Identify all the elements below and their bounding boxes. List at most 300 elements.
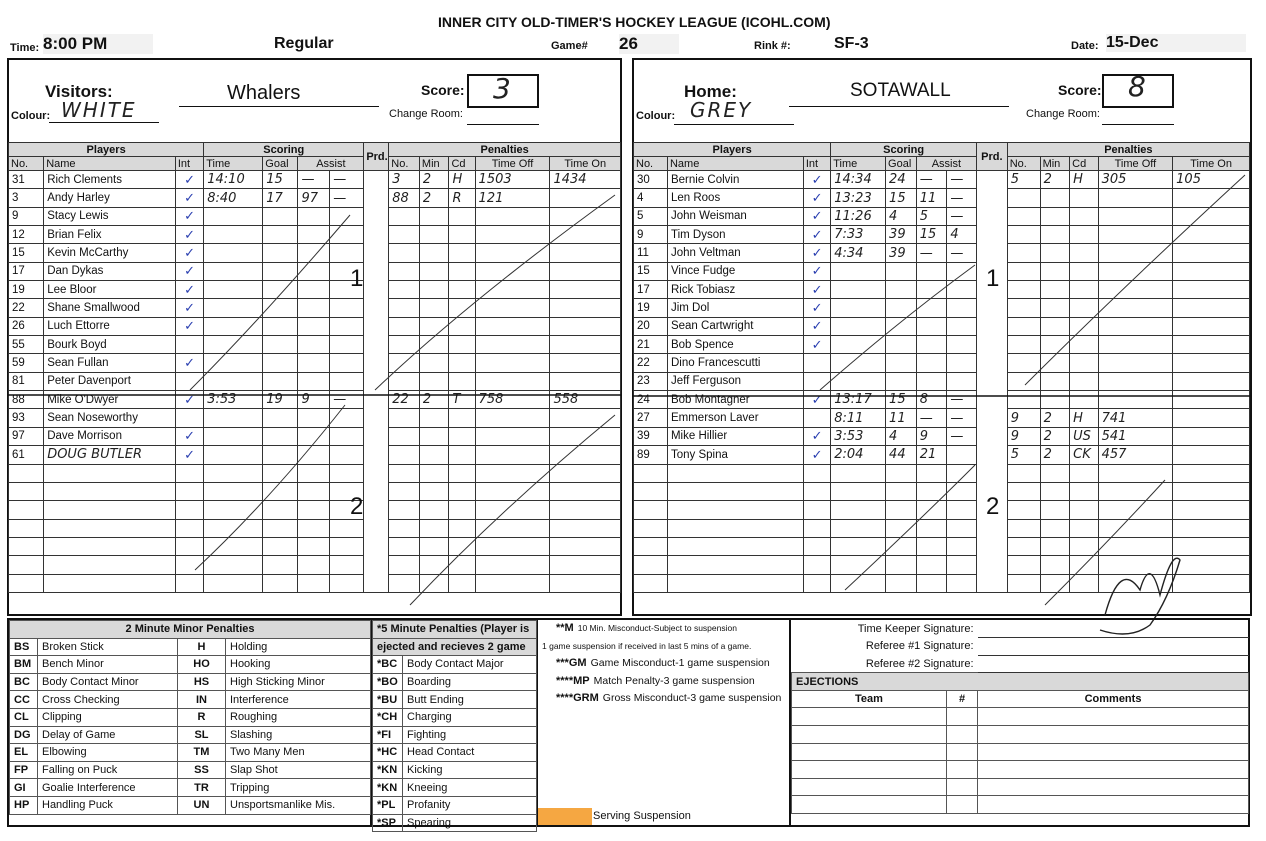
player-name: Mike O'Dwyer (44, 391, 176, 409)
goal-scorer (263, 317, 298, 335)
minor-penalty-desc: Hooking (226, 656, 371, 674)
empty-cell (947, 501, 977, 519)
player-int-check (803, 354, 830, 372)
major-penalty-desc: Profanity (403, 796, 537, 814)
goal-time (831, 372, 886, 390)
empty-cell (886, 519, 917, 537)
home-score: 8 (1128, 70, 1146, 103)
empty-cell (419, 537, 449, 555)
goal-scorer (263, 409, 298, 427)
penalty-minutes (419, 262, 449, 280)
penalty-code: T (449, 391, 475, 409)
empty-cell (44, 537, 176, 555)
empty-cell (9, 482, 44, 500)
empty-cell (1098, 519, 1173, 537)
assist-2 (947, 299, 977, 317)
penalty-time-on (1173, 262, 1250, 280)
penalty-minutes (1040, 262, 1070, 280)
goal-time (831, 281, 886, 299)
minor-penalty-code: TM (178, 744, 226, 762)
empty-cell (475, 482, 550, 500)
empty-cell (449, 519, 475, 537)
penalty-time-off (475, 226, 550, 244)
player-number: 22 (634, 354, 668, 372)
assist-1 (298, 262, 330, 280)
goal-time (204, 336, 263, 354)
empty-cell (831, 537, 886, 555)
assist-1 (916, 262, 947, 280)
player-row (9, 226, 621, 244)
empty-cell (886, 537, 917, 555)
goal-time: 14:10 (204, 171, 263, 189)
empty-cell (330, 537, 364, 555)
assist-1 (298, 226, 330, 244)
penalty-time-off (475, 317, 550, 335)
player-row (634, 354, 1250, 372)
empty-cell (204, 482, 263, 500)
major-penalty-code: *BU (373, 691, 403, 709)
empty-cell (389, 574, 420, 592)
goal-scorer (263, 299, 298, 317)
penalty-time-off (1098, 189, 1173, 207)
player-number: 30 (634, 171, 668, 189)
minor-penalty-code: CC (10, 691, 38, 709)
penalty-time-off (475, 336, 550, 354)
goal-time (204, 281, 263, 299)
empty-cell (831, 482, 886, 500)
empty-cell (667, 537, 803, 555)
player-row (9, 336, 621, 354)
empty-cell (9, 501, 44, 519)
player-row (634, 226, 1250, 244)
empty-cell (175, 519, 203, 537)
player-name: John Weisman (667, 207, 803, 225)
empty-cell (175, 574, 203, 592)
assist-2 (330, 354, 364, 372)
minor-penalty-desc: Bench Minor (38, 656, 178, 674)
goal-scorer (886, 317, 917, 335)
visitors-score: 3 (493, 72, 511, 105)
penalty-code (1070, 317, 1098, 335)
empty-cell (475, 519, 550, 537)
player-row (634, 171, 1250, 189)
empty-cell (175, 537, 203, 555)
major-penalty-row (373, 673, 537, 691)
player-int-check: ✓ (803, 171, 830, 189)
player-row (9, 537, 621, 555)
goal-time (831, 354, 886, 372)
empty-cell (634, 574, 668, 592)
minor-penalty-desc: Holding (226, 638, 371, 656)
empty-cell (1040, 574, 1070, 592)
goal-time: 8:11 (831, 409, 886, 427)
major-penalty-desc: Charging (403, 708, 537, 726)
game-type: Regular (274, 35, 334, 52)
empty-cell (44, 501, 176, 519)
minor-penalty-desc: Roughing (226, 708, 371, 726)
minor-penalty-code: CL (10, 708, 38, 726)
penalty-minutes (419, 317, 449, 335)
penalties-header: Penalties (389, 143, 621, 157)
player-number: 55 (9, 336, 44, 354)
player-row (9, 446, 621, 464)
player-name: Dave Morrison (44, 427, 176, 445)
goal-time: 8:40 (204, 189, 263, 207)
player-number: 19 (634, 299, 668, 317)
player-row (634, 427, 1250, 445)
assist-1: — (916, 171, 947, 189)
penalty-code: US (1070, 427, 1098, 445)
assist-2 (947, 336, 977, 354)
player-name: Sean Noseworthy (44, 409, 176, 427)
player-row (634, 501, 1250, 519)
visitors-grid (8, 142, 621, 593)
empty-cell (886, 482, 917, 500)
empty-cell (831, 501, 886, 519)
player-int-check: ✓ (803, 244, 830, 262)
goal-time: 3:53 (831, 427, 886, 445)
player-int-check (175, 409, 203, 427)
empty-cell (298, 537, 330, 555)
scoring-header: Scoring (831, 143, 977, 157)
player-row (9, 391, 621, 409)
empty-cell (330, 574, 364, 592)
assist-1 (916, 336, 947, 354)
penalty-code (449, 244, 475, 262)
ejection-cell (978, 743, 1249, 761)
empty-cell (449, 556, 475, 574)
empty-cell (298, 482, 330, 500)
ejections-comments-header: Comments (978, 690, 1249, 708)
prd-header: Prd. (977, 143, 1008, 171)
player-row (9, 189, 621, 207)
penalty-time-on (550, 446, 621, 464)
player-row (9, 317, 621, 335)
major-penalty-row (373, 656, 537, 674)
goal-scorer (886, 336, 917, 354)
home-colour: GREY (690, 98, 753, 122)
empty-cell (1007, 537, 1040, 555)
empty-cell (44, 482, 176, 500)
empty-cell (916, 519, 947, 537)
player-name: DOUG BUTLER (44, 446, 176, 464)
penalty-minutes: 2 (1040, 171, 1070, 189)
goal-scorer (886, 354, 917, 372)
empty-cell (1007, 501, 1040, 519)
penalty-minutes (419, 446, 449, 464)
empty-cell (204, 556, 263, 574)
player-name: Shane Smallwood (44, 299, 176, 317)
penalty-player-number: 88 (389, 189, 420, 207)
assist-2 (330, 207, 364, 225)
empty-cell (916, 574, 947, 592)
empty-cell (419, 574, 449, 592)
penalty-player-number (1007, 354, 1040, 372)
penalty-time-off (475, 446, 550, 464)
player-row (9, 372, 621, 390)
empty-cell (263, 519, 298, 537)
ejections-number-header: # (947, 690, 978, 708)
empty-cell (916, 464, 947, 482)
goal-scorer: 24 (886, 171, 917, 189)
penalty-player-number (1007, 189, 1040, 207)
assist-2: — (330, 189, 364, 207)
minor-penalty-desc: Slashing (226, 726, 371, 744)
goal-time: 13:17 (831, 391, 886, 409)
penalty-time-on (1173, 207, 1250, 225)
empty-cell (1098, 501, 1173, 519)
major-penalty-desc: Spearing (403, 814, 537, 832)
empty-cell (916, 501, 947, 519)
empty-cell (550, 556, 621, 574)
assist-2: — (330, 391, 364, 409)
assist-2 (947, 317, 977, 335)
goal-scorer: 15 (886, 391, 917, 409)
major-penalty-desc: Body Contact Major (403, 656, 537, 674)
goal-scorer (886, 281, 917, 299)
visitors-change-room-label: Change Room: (389, 108, 463, 120)
penalty-time-on (1173, 409, 1250, 427)
ejection-cell (978, 778, 1249, 796)
empty-cell (916, 556, 947, 574)
penalty-time-on (550, 427, 621, 445)
empty-cell (1070, 501, 1098, 519)
misconduct-desc: Gross Misconduct-3 game suspension (602, 692, 782, 705)
player-int-check: ✓ (803, 391, 830, 409)
major-penalty-code: *BO (373, 673, 403, 691)
minor-penalty-code: BS (10, 638, 38, 656)
empty-cell (1007, 464, 1040, 482)
goal-scorer: 19 (263, 391, 298, 409)
penalty-time-on (1173, 391, 1250, 409)
penalty-time-on (550, 281, 621, 299)
assist-1: 9 (916, 427, 947, 445)
assist-2: — (947, 189, 977, 207)
penalty-time-off: 1503 (475, 171, 550, 189)
minor-penalty-desc: Goalie Interference (38, 779, 178, 797)
player-row (9, 409, 621, 427)
penalty-code: H (449, 171, 475, 189)
timekeeper-signature-label: Time Keeper Signature: (857, 622, 974, 635)
league-title: INNER CITY OLD-TIMER'S HOCKEY LEAGUE (ICOHL.COM) (438, 14, 831, 30)
empty-cell (204, 574, 263, 592)
empty-cell (550, 574, 621, 592)
empty-cell (916, 482, 947, 500)
player-int-check: ✓ (803, 446, 830, 464)
penalty-minutes (419, 207, 449, 225)
player-int-check: ✓ (175, 189, 203, 207)
empty-cell (449, 464, 475, 482)
date-label: Date: (1071, 40, 1099, 52)
player-int-check: ✓ (175, 427, 203, 445)
empty-cell (389, 482, 420, 500)
penalty-time-off (1098, 317, 1173, 335)
major-title-2: ejected and recieves 2 game (373, 638, 537, 656)
goal-time (204, 262, 263, 280)
penalty-time-on (1173, 281, 1250, 299)
penalty-code (1070, 299, 1098, 317)
ejections-team-header: Team (792, 690, 947, 708)
player-int-check: ✓ (175, 226, 203, 244)
player-name: Bernie Colvin (667, 171, 803, 189)
col-name: Name (667, 157, 803, 171)
assist-1: 9 (298, 391, 330, 409)
penalty-code (1070, 207, 1098, 225)
empty-cell (263, 482, 298, 500)
player-row (634, 556, 1250, 574)
penalty-time-off: 457 (1098, 446, 1173, 464)
misconduct-desc: Match Penalty-3 game suspension (593, 674, 755, 687)
goal-time (204, 244, 263, 262)
player-int-check (175, 372, 203, 390)
empty-cell (634, 464, 668, 482)
penalty-code (449, 207, 475, 225)
minor-penalty-desc: Elbowing (38, 744, 178, 762)
major-penalty-row (373, 708, 537, 726)
assist-2: — (947, 171, 977, 189)
minor-penalty-row (10, 691, 371, 709)
penalty-code (449, 262, 475, 280)
empty-cell (1070, 482, 1098, 500)
penalty-time-off (1098, 336, 1173, 354)
player-row (634, 519, 1250, 537)
penalty-code (449, 281, 475, 299)
player-row (9, 574, 621, 592)
empty-cell (1040, 464, 1070, 482)
player-row (9, 427, 621, 445)
penalty-player-number (1007, 226, 1040, 244)
empty-cell (298, 574, 330, 592)
empty-cell (803, 537, 830, 555)
major-penalty-desc: Kneeing (403, 779, 537, 797)
ejection-cell (978, 761, 1249, 779)
players-header: Players (634, 143, 831, 157)
player-number: 17 (634, 281, 668, 299)
player-int-check: ✓ (175, 299, 203, 317)
empty-cell (667, 519, 803, 537)
empty-cell (44, 556, 176, 574)
major-penalty-row (373, 726, 537, 744)
assist-1: — (298, 171, 330, 189)
major-penalty-code: *FI (373, 726, 403, 744)
misconduct-code: **M (556, 622, 574, 634)
empty-cell (1070, 556, 1098, 574)
penalty-time-off (475, 409, 550, 427)
penalty-code (1070, 244, 1098, 262)
penalty-player-number (1007, 317, 1040, 335)
goal-time (204, 372, 263, 390)
scoring-header: Scoring (204, 143, 364, 157)
minor-penalty-row (10, 656, 371, 674)
col-no: No. (9, 157, 44, 171)
minor-penalty-code: HO (178, 656, 226, 674)
misconduct-code: ****GRM (556, 692, 599, 705)
player-name: Sean Fullan (44, 354, 176, 372)
player-name: Rick Tobiasz (667, 281, 803, 299)
player-row (9, 244, 621, 262)
assist-2 (330, 427, 364, 445)
empty-cell (1098, 574, 1173, 592)
minor-penalties-legend (7, 618, 372, 827)
penalty-minutes (419, 244, 449, 262)
penalty-code (1070, 336, 1098, 354)
player-number: 5 (634, 207, 668, 225)
empty-cell (263, 556, 298, 574)
assist-2 (330, 409, 364, 427)
player-int-check: ✓ (175, 207, 203, 225)
penalty-time-on (550, 189, 621, 207)
penalty-player-number (1007, 336, 1040, 354)
goal-scorer (886, 372, 917, 390)
prd-header: Prd. (364, 143, 389, 171)
goal-scorer: 11 (886, 409, 917, 427)
penalty-time-on (550, 409, 621, 427)
visitors-label: Visitors: (45, 82, 113, 101)
empty-cell (9, 464, 44, 482)
empty-cell (550, 482, 621, 500)
goal-time (204, 427, 263, 445)
assist-1: — (916, 409, 947, 427)
empty-cell (9, 537, 44, 555)
goal-scorer: 39 (886, 244, 917, 262)
penalty-time-off: 741 (1098, 409, 1173, 427)
assist-2 (330, 244, 364, 262)
player-int-check: ✓ (175, 354, 203, 372)
assist-2: — (947, 391, 977, 409)
player-number: 31 (9, 171, 44, 189)
assist-2 (330, 446, 364, 464)
player-row (9, 207, 621, 225)
penalty-player-number (389, 317, 420, 335)
goal-scorer: 4 (886, 427, 917, 445)
penalty-minutes (1040, 281, 1070, 299)
col-pno: No. (1007, 157, 1040, 171)
penalty-code (1070, 262, 1098, 280)
player-row (634, 189, 1250, 207)
player-name: Stacy Lewis (44, 207, 176, 225)
player-number: 88 (9, 391, 44, 409)
col-time: Time (204, 157, 263, 171)
penalty-minutes (419, 372, 449, 390)
penalty-time-on (1173, 427, 1250, 445)
col-time-on: Time On (550, 157, 621, 171)
player-row (9, 464, 621, 482)
player-int-check: ✓ (175, 446, 203, 464)
assist-2 (330, 299, 364, 317)
assist-1 (298, 207, 330, 225)
penalty-player-number (1007, 262, 1040, 280)
visitors-period-1: 1 (350, 265, 364, 292)
player-row (9, 519, 621, 537)
misconduct-desc: 1 game suspension if received in last 5 mins of a game. (542, 640, 752, 651)
goal-time: 3:53 (204, 391, 263, 409)
minor-penalty-desc: High Sticking Minor (226, 673, 371, 691)
penalty-player-number (389, 409, 420, 427)
empty-cell (634, 482, 668, 500)
penalty-time-on (1173, 446, 1250, 464)
misconduct-row (538, 673, 789, 691)
empty-cell (1173, 501, 1250, 519)
player-number: 97 (9, 427, 44, 445)
penalty-minutes (419, 427, 449, 445)
penalty-player-number: 9 (1007, 409, 1040, 427)
empty-cell (634, 519, 668, 537)
penalty-time-off (1098, 299, 1173, 317)
empty-cell (330, 556, 364, 574)
empty-cell (886, 501, 917, 519)
major-penalties-legend (372, 618, 538, 827)
player-name: Vince Fudge (667, 262, 803, 280)
